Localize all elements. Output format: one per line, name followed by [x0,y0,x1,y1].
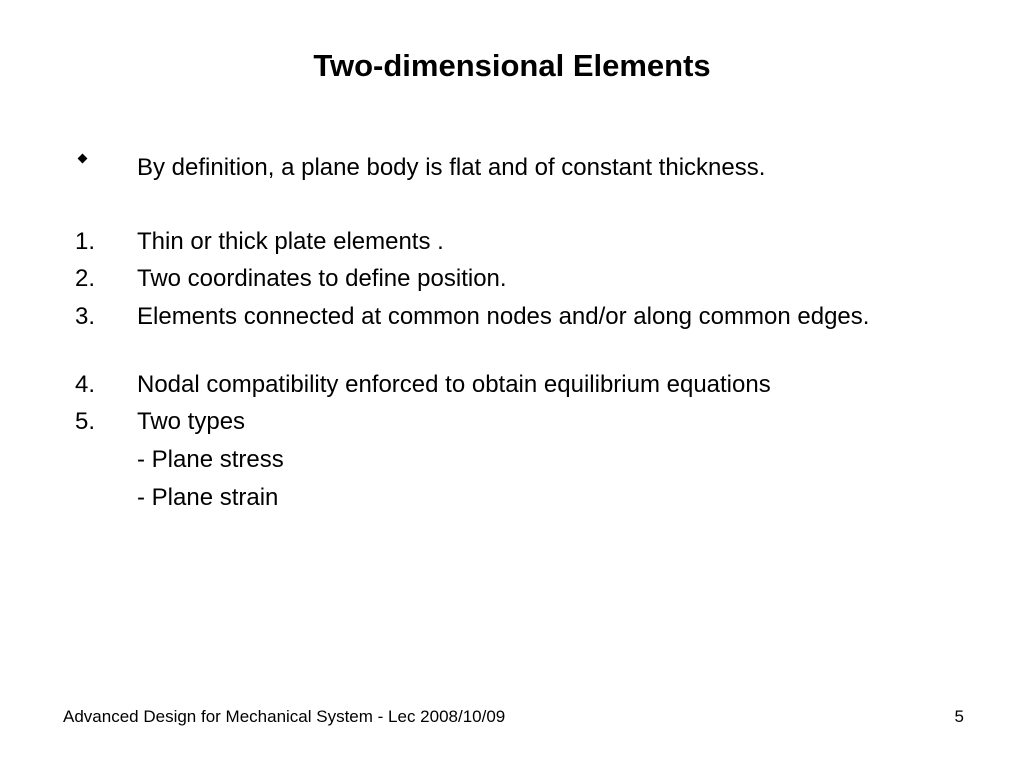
list-item: Thin or thick plate elements . [137,228,444,255]
list-item-number: 5. [75,408,96,435]
list-item: Nodal compatibility enforced to obtain equilibrium equations [137,371,771,398]
list-item-number: 2. [75,265,96,292]
bullet-text: By definition, a plane body is flat and of constant thickness. [137,154,766,181]
sub-item-plane-stress: - Plane stress [137,446,284,473]
list-item-number: 4. [75,371,96,398]
footer-course-label: Advanced Design for Mechanical System - Lec 2008/10/09 [63,707,506,726]
list-item: Two coordinates to define position. [137,265,507,292]
list-item: Elements connected at common nodes and/or along common edges. [137,303,870,330]
list-item-number: 1. [75,228,96,255]
slide-title: Two-dimensional Elements [313,48,711,83]
list-item-number: 3. [75,303,96,330]
list-item: Two types [137,408,246,435]
sub-item-plane-strain: - Plane strain [137,484,279,511]
footer-page-number: 5 [954,707,964,726]
diamond-bullet-icon [78,154,88,164]
